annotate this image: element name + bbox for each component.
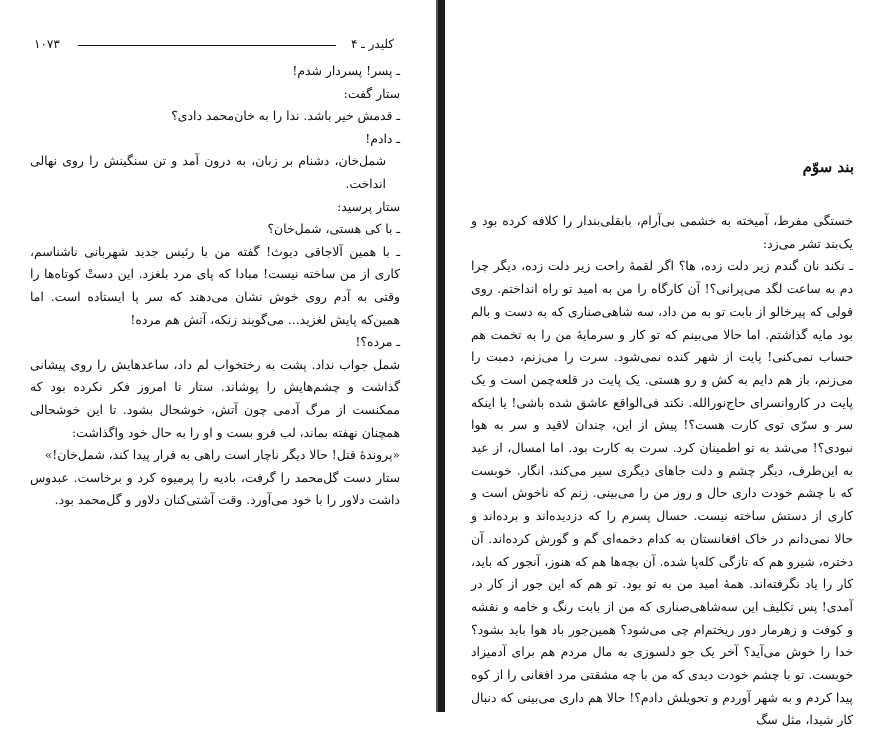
running-head-title: کلیدر ـ ۴ [351,37,394,51]
quoted-thought: «پرونده‌ٔ قتل! حالا دیگر ناچار است راهی به فرار پیدا کند، شمل‌خان!» [44,447,400,463]
running-head [34,36,394,54]
right-page-text [471,210,853,732]
book-spine [438,0,445,712]
dialogue-paragraph: ـ با همین آلاجاقی دیوث! گفته من با رئیس جدید شهربانی ناشناسم، کاری از من ساخته نیست! مبادا که پای مرد بلغزد. این دستْ کوتاه‌ها را وقتی به آدم روی خوش نشان می‌دهند که سر پا ایستاده است. اما همین‌که پایش لغزید... می‌گویند زنکه، آتش هم مرده! [30,243,400,327]
narration-paragraph: شمل‌خان، دشنام بر زبان، به درون آمد و تن سنگینش را روی نهالی انداخت. [30,153,386,191]
section-heading: بند سوّم [802,158,854,176]
running-head-rule [78,45,336,46]
dialogue-line: ـ مرده؟! [355,334,400,350]
narration-paragraph: ستار دست گل‌محمد را گرفت، بادیه را پرمیوه کرد و برخاست. عبدوس داشت دلاور را با خود می‌آورد. وقت آشتی‌کنان دلاور و گل‌محمد بود. [30,469,400,508]
page-number: ۱۰۷۳ [34,37,60,51]
dialogue-line: ـ پسر! پسردار شدم! [292,63,400,78]
dialogue-line: ـ قدمش خیر باشد. ندا را به خان‌محمد دادی؟ [171,108,400,124]
narration-paragraph: شمل جواب نداد. پشت به رختخواب لم داد، ساعدهایش را روی پیشانی گذاشت و چشم‌هایش را پوشاند. ستار تا امروز فکر نکرده بود که ممکنست از مرگ آدمی چون آتش، خوشحال بشود. تا این خوشحالی همچنان نهفته بماند، لب فرو بست و او را به حال خود واگذاشت: [30,356,400,440]
narration-paragraph: خستگی مفرط، آمیخته به خشمی بی‌آرام، بابقلی‌بندار را کلافه کرده بود و یک‌بند تشر می‌زد: [471,213,853,251]
right-page [445,0,890,728]
dialogue-line: ـ دادم! [365,130,400,146]
dialogue-line: ـ با کی هستی، شمل‌خان؟ [267,221,400,237]
narration-line: ستار پرسید: [337,198,400,214]
narration-line: ستار گفت: [343,85,400,101]
dialogue-paragraph: ـ نکند نان گندم زیر دلت زده، ها؟ اگر لقمهٔ راحت زیر دلت زده، دیگر چرا دم به ساعت لگد می‌پرانی؟! آن کارگاه را من به امید تو راه انداختم. روی قولی که پیرخالو از بابت تو به من داد، سه شاهی‌صناری که به دست و بالم بود مایه گذاشتم. اما حالا می‌بینم که تو کار و سرمایهٔ من را به تخمت هم حساب نمی‌کنی! پایت از شهر کنده نمی‌شود. سرت را می‌زنم، دمبت را می‌زنم، باز هم دایم به کش و رو هستی. یک پایت در قلعه‌چمن است و یک پایت در کاروانسرای حاج‌نورالله. نکند فی‌الواقع عاشق شده باشی! یا اینکه سر و سرّی توی کارت هست؟! پیش از این، چندان لاقید و سر به هوا نبودی؟! می‌شد به تو اطمینان کرد. سرت به کارت بود. اما امسال، از عید به این‌طرف، دیگر چشم و دلت جاهای دیگری سیر می‌کند، انگار. خوبست که با چشم خودت داری حال و روز من را می‌بینی. زنم که ناخوش است و کاری از دستش ساخته نیست. حسال پسرم را که دزدیده‌اند و برده‌اند و حالا نمی‌دانم در خاک افغانستان به کدام دخمه‌ای گم و گورش کرده‌اند. آن دختره، شیرو هم که تازگی کله‌پا شده. آن بچه‌ها هم که هنوز، آنجور که باید، کار را یاد نگرفته‌اند. همهٔ امید من به تو بود. تو هم که این جور از کار در آمدی! پس تکلیف این سه‌شاهی‌صناری که من از بابت رنگ و خامه و نقشه و کوفت و زهرمار دور ریختم‌ام چی می‌شود؟ همین‌جور باد هوا باید بشود؟ خدا را خوش می‌آید؟ آخر یک جو دلسوزی به مال مردم هم برای آدمیزاد خوبست. تو با چشم خودت دیدی که من با چه مشقتی مرد افغانی را از کوه پیدا کردم و به شهر آوردم و تحویلش دادم؟! حالا هم داری می‌بینی که دنبال کار شیدا، مثل سگ [471,258,853,728]
left-page-text [30,60,400,512]
left-page [0,0,438,712]
